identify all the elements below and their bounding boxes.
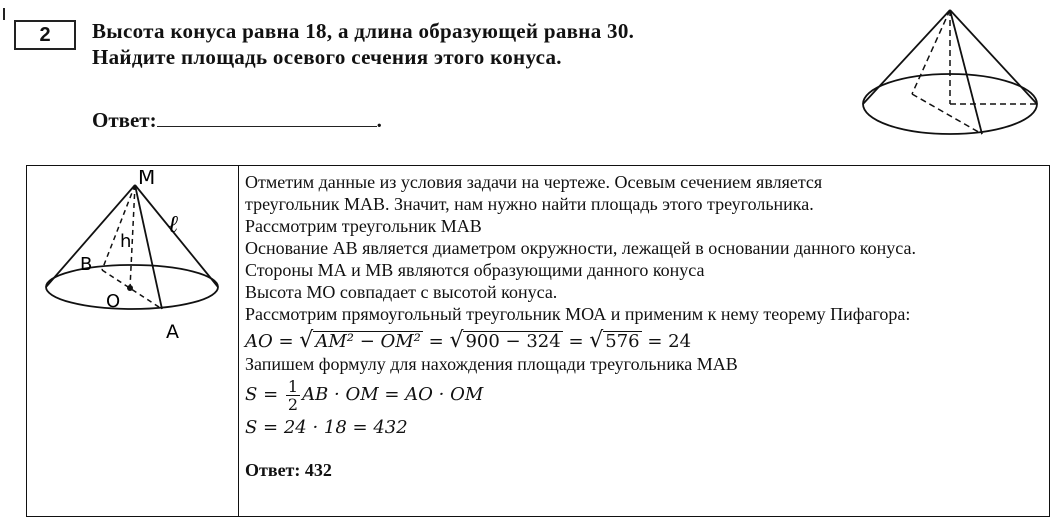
equation-AO: AO = √ AM² − OM² = √ 900 − 324 = √ 576 = 24 <box>245 328 692 353</box>
cone-diameter <box>912 94 982 134</box>
answer-field <box>92 108 382 133</box>
equation-area-formula: S = $\frac{1}{2}$ AB · OM = AO · OM <box>245 376 484 414</box>
eq1-equals-1: = <box>272 331 300 352</box>
problem-line-2: Найдите площадь осевого сечения этого конуса. <box>92 45 562 69</box>
eq1-radicand-2: 900 − 324 <box>465 331 561 352</box>
eq1-radicand-1: AM² − OM² <box>315 331 421 352</box>
eq1-result: 24 <box>668 331 692 352</box>
solution-line-1: Отметим данные из условия задачи на чертеже. Осевым сечением является <box>245 172 823 192</box>
answer-label: Ответ: <box>92 108 157 132</box>
solution-text <box>245 171 1045 481</box>
solution-line-3: Рассмотрим треугольник МАВ <box>245 216 482 236</box>
eq2-rest: AB · OM = AO · OM <box>302 384 484 405</box>
eq2-fraction <box>286 378 300 413</box>
problem-statement <box>92 18 832 70</box>
label-B: B <box>80 254 93 275</box>
eq1-equals-3: = <box>562 331 590 352</box>
label-M: M <box>138 170 156 189</box>
center-point-O <box>127 285 133 291</box>
label-h: h <box>120 231 132 252</box>
label-l: ℓ <box>168 210 178 238</box>
eq1-equals-2: = <box>422 331 450 352</box>
eq2-numerator: 1 <box>287 376 299 396</box>
solution-line-4: Основание АВ является диаметром окружности, лежащей в основании данного конуса. <box>245 238 916 258</box>
solution-generatrix-MA <box>135 185 162 309</box>
eq1-equals-4: = <box>641 331 669 352</box>
problem-line-1: Высота конуса равна 18, а длина образующей равна 30. <box>92 19 635 43</box>
margin-tick <box>3 8 5 20</box>
solution-line-7: Рассмотрим прямоугольный треугольник МОА и применим к нему теорему Пифагора: <box>245 304 911 324</box>
solution-line-2: треугольник МАВ. Значит, нам нужно найти площадь этого треугольника. <box>245 194 814 214</box>
answer-end: . <box>376 108 382 132</box>
eq1-radicand-3: 576 <box>605 331 640 352</box>
cone-generatrix-left <box>863 10 950 104</box>
eq2-denominator: 2 <box>287 394 299 414</box>
equation-area-value: S = 24 · 18 = 432 <box>245 417 408 438</box>
cone-figure <box>852 4 1052 144</box>
eq2-lhs: S <box>245 384 258 405</box>
label-O: O <box>106 291 121 312</box>
solution-line-8: Запишем формулу для нахождения площади треугольника МАВ <box>245 354 738 374</box>
solution-line-5: Стороны МА и МВ являются образующими данного конуса <box>245 260 705 280</box>
eq1-lhs: AO <box>245 331 273 352</box>
cone-slant-back <box>912 10 950 94</box>
solution-cone-figure <box>40 170 240 345</box>
solution-line-6: Высота МО совпадает с высотой конуса. <box>245 282 558 302</box>
solution-generatrix-MB <box>102 185 135 270</box>
problem-number: 2 <box>14 20 76 50</box>
final-answer: Ответ: 432 <box>245 460 332 480</box>
answer-blank[interactable] <box>157 108 377 127</box>
label-A: A <box>166 321 179 343</box>
blank-spacer <box>245 441 1045 459</box>
